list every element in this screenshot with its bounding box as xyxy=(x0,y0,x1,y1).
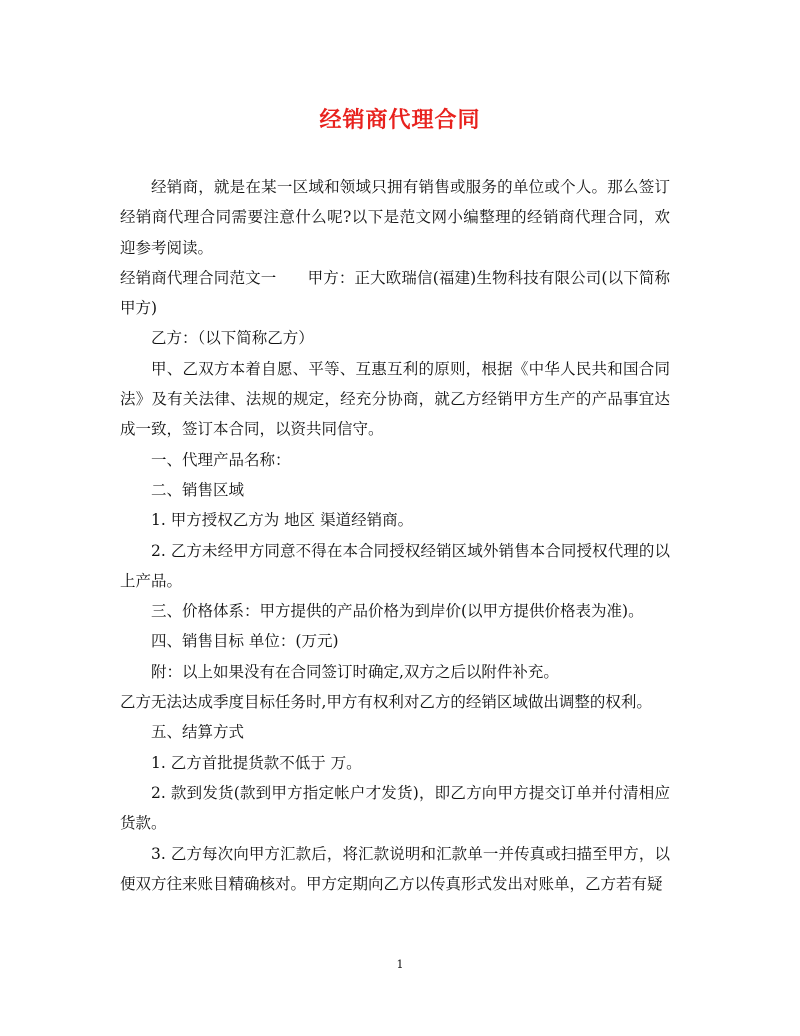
paragraph-section-1: 一、代理产品名称： xyxy=(151,450,291,469)
paragraph-target-adjustment: 乙方无法达成季度目标任务时,甲方有权利对乙方的经销区域做出调整的权利。 xyxy=(120,693,652,712)
paragraph-clause-5-2: 2. 款到发货(款到甲方指定帐户才发货)，即乙方向甲方提交订单并付清相应货款。 xyxy=(120,783,670,833)
paragraph-clause-5-1: 1. 乙方首批提货款不低于 万。 xyxy=(151,753,362,772)
paragraph-section-3: 三、价格体系：甲方提供的产品价格为到岸价(以甲方提供价格表为准)。 xyxy=(151,602,644,621)
document-title: 经销商代理合同 xyxy=(319,107,481,133)
paragraph-principles: 甲、乙双方本着自愿、平等、互惠互利的原则，根据《中华人民共和国合同法》及有关法律、法规的规定，经充分协商，就乙方经销甲方生产的产品事宜达成一致，签订本合同，以资共同信守。 xyxy=(120,359,670,439)
paragraph-section-4: 四、销售目标 单位：(万元) xyxy=(151,632,339,651)
paragraph-clause-2-2: 2. 乙方未经甲方同意不得在本合同授权经销区域外销售本合同授权代理的以上产品。 xyxy=(120,541,670,590)
paragraph-party-a: 经销商代理合同范文一 甲方：正大欧瑞信(福建)生物科技有限公司(以下简称甲方) xyxy=(120,268,670,318)
document-body xyxy=(120,172,670,899)
paragraph-clause-2-1: 1. 甲方授权乙方为 地区 渠道经销商。 xyxy=(151,511,414,530)
page-number: 1 xyxy=(396,958,404,971)
paragraph-intro: 经销商，就是在某一区域和领域只拥有销售或服务的单位或个人。那么签订经销商代理合同需要注意什么呢?以下是范文网小编整理的经销商代理合同，欢迎参考阅读。 xyxy=(120,178,670,257)
paragraph-clause-5-3: 3. 乙方每次向甲方汇款后，将汇款说明和汇款单一并传真或扫描至甲方，以便双方往来账目精确核对。甲方定期向乙方以传真形式发出对账单，乙方若有疑 xyxy=(120,844,670,893)
paragraph-section-5: 五、结算方式 xyxy=(151,723,245,742)
paragraph-section-2: 二、销售区域 xyxy=(151,480,245,499)
paragraph-party-b: 乙方：（以下简称乙方） xyxy=(151,329,314,348)
paragraph-appendix-note: 附：以上如果没有在合同签订时确定,双方之后以附件补充。 xyxy=(151,662,559,681)
